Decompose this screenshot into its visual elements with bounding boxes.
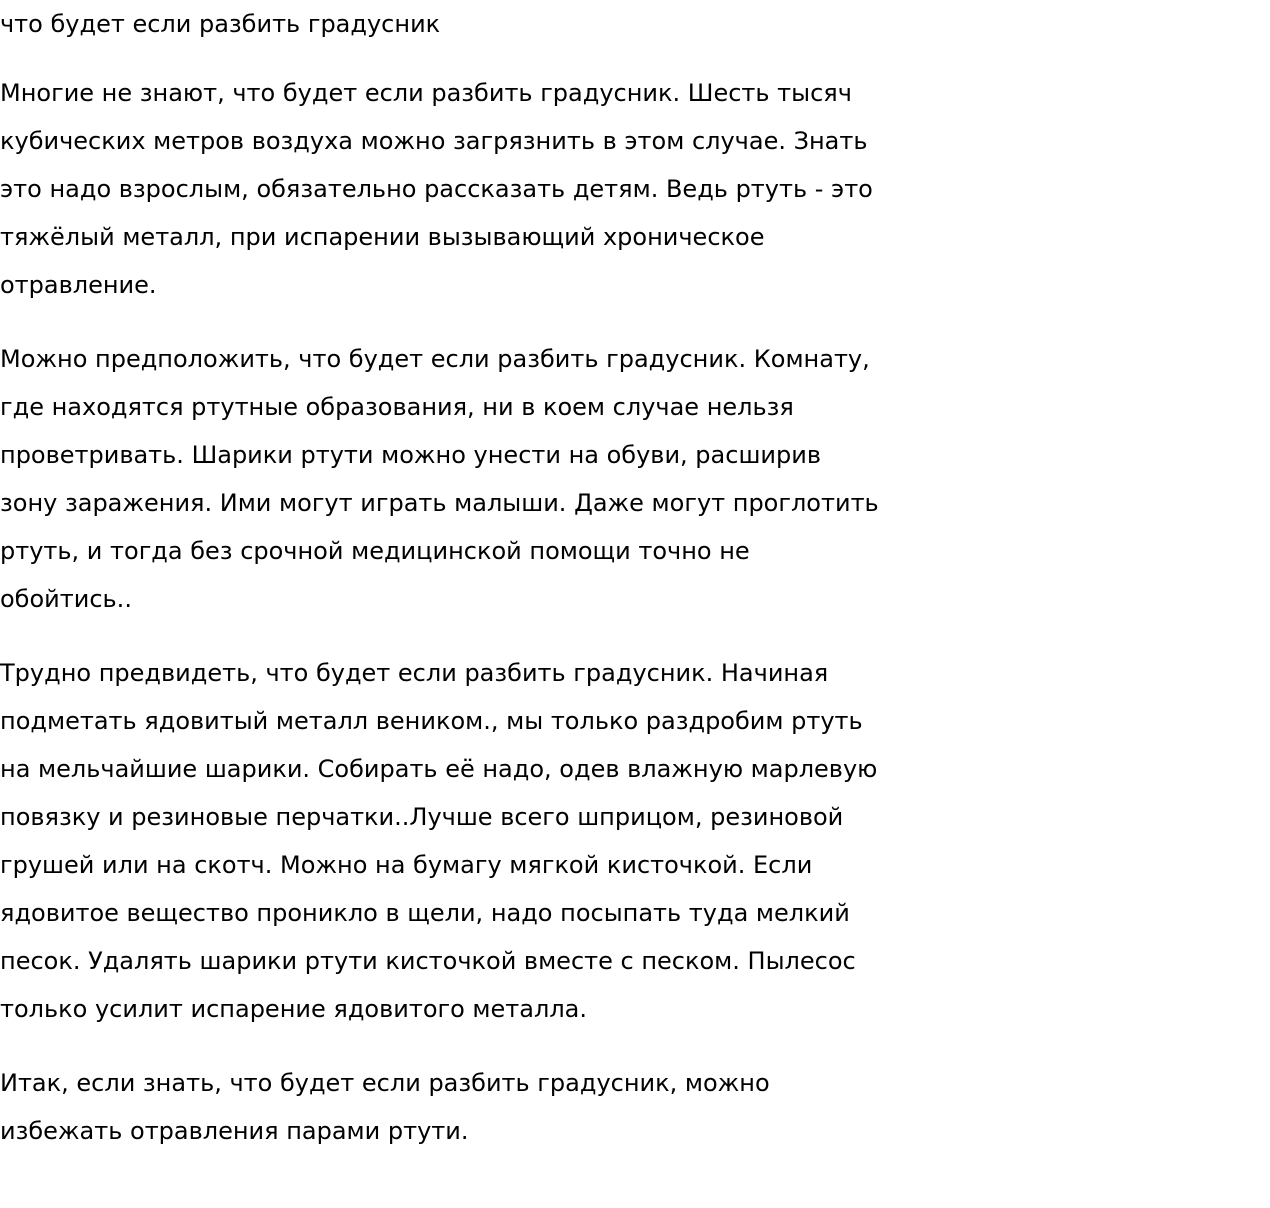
- paragraph-2: Можно предположить, что будет если разбить градусник. Комнату, где находятся ртутные образования, ни в коем случае нельзя проветривать. Шарики ртути можно унести на обуви, расширив зону заражения. Ими могут играть малыши. Даже могут проглотить ртуть, и тогда без срочной медицинской помощи точно не обойтись..: [0, 345, 879, 613]
- paragraph-1: Многие не знают, что будет если разбить градусник. Шесть тысяч кубических метров воздуха можно загрязнить в этом случае. Знать это надо взрослым, обязательно рассказать детям. Ведь ртуть - это тяжёлый металл, при испарении вызывающий хроническое отравление.: [0, 79, 873, 299]
- paragraph-4: Итак, если знать, что будет если разбить градусник, можно избежать отравления парами ртути.: [0, 1069, 770, 1145]
- paragraph-3: Трудно предвидеть, что будет если разбить градусник. Начиная подметать ядовитый металл веником., мы только раздробим ртуть на мельчайшие шарики. Собирать её надо, одев влажную марлевую повязку и резиновые перчатки..Лучше всего шприцом, резиновой грушей или на скотч. Можно на бумагу мягкой кисточкой. Если ядовитое вещество проникло в щели, надо посыпать туда мелкий песок. Удалять шарики ртути кисточкой вместе с песком. Пылесос только усилит испарение ядовитого металла.: [0, 659, 878, 1023]
- page-title: что будет если разбить градусник: [0, 10, 441, 38]
- article-body: [0, 69, 880, 1155]
